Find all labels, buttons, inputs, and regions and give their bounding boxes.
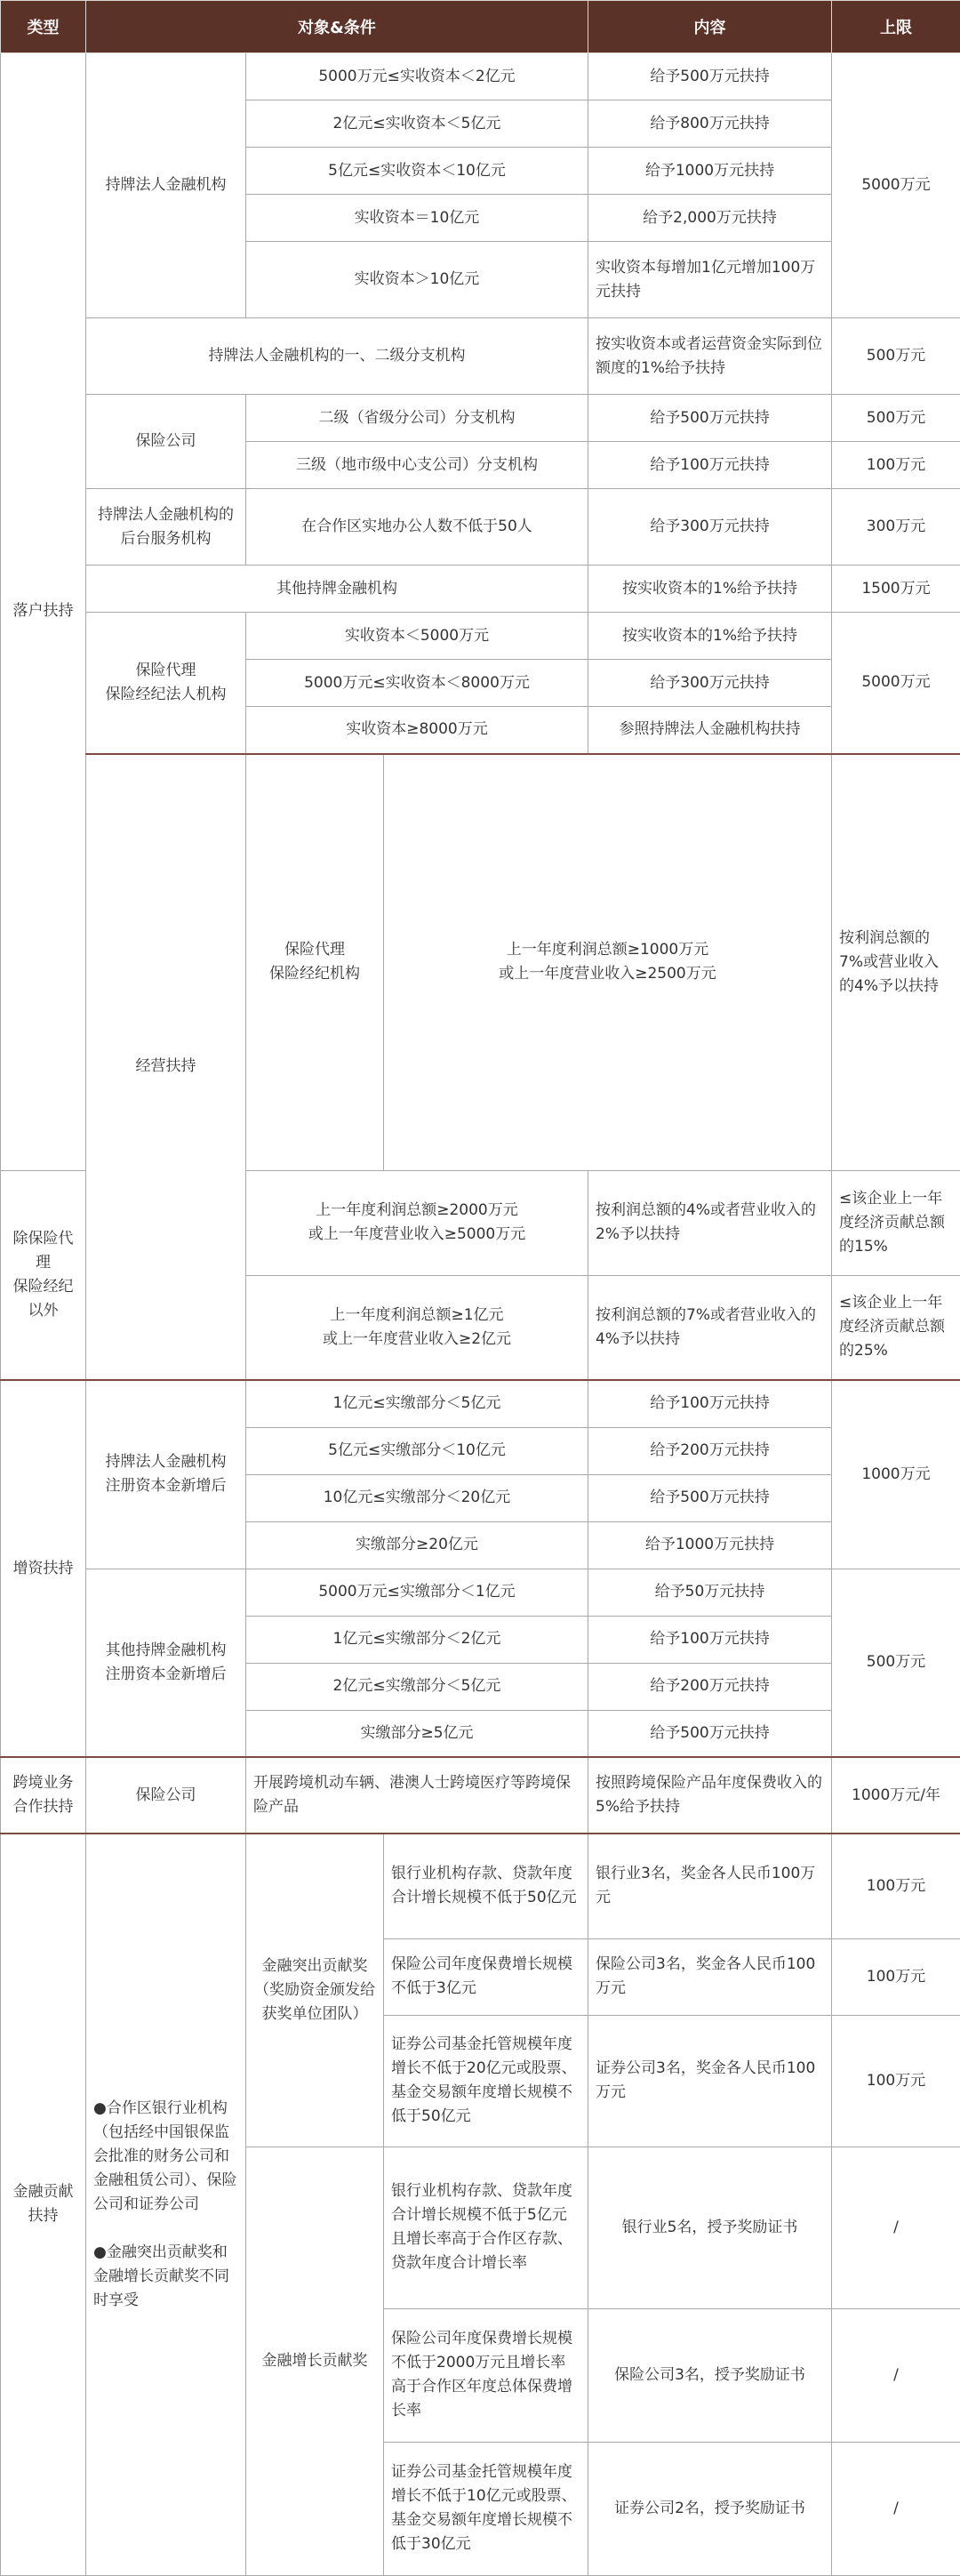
content-cell: 给予500万元扶持 bbox=[588, 1710, 832, 1757]
note-no-double-award: ●金融突出贡献奖和金融增长贡献奖不同时享受 bbox=[93, 2241, 238, 2313]
header-target: 对象&条件 bbox=[86, 1, 588, 53]
condition-cell: 10亿元≤实缴部分＜20亿元 bbox=[246, 1474, 588, 1521]
content-cell: 给予100万元扶持 bbox=[588, 1616, 832, 1663]
condition-cell: 银行业机构存款、贷款年度合计增长规模不低于50亿元 bbox=[384, 1834, 588, 1938]
condition-cell: 实收资本＞10亿元 bbox=[246, 242, 588, 318]
condition-cell: 上一年度利润总额≥2000万元 或上一年度营业收入≥5000万元 bbox=[246, 1170, 588, 1275]
condition-cell: 1亿元≤实缴部分＜2亿元 bbox=[246, 1616, 588, 1663]
condition-cell: 证券公司基金托管规模年度增长不低于20亿元或股票、基金交易额年度增长规模不低于50亿元 bbox=[384, 2015, 588, 2147]
table-row bbox=[1, 53, 960, 100]
limit-cell: / bbox=[832, 2147, 960, 2308]
type-cell: 经营扶持 bbox=[86, 754, 246, 1381]
award-cell: 金融突出贡献奖（奖励资金颁发给获奖单位团队） bbox=[246, 1834, 384, 2147]
condition-cell: 实缴部分≥20亿元 bbox=[246, 1521, 588, 1569]
header-type: 类型 bbox=[1, 1, 86, 53]
table-row bbox=[1, 754, 960, 1171]
condition-cell: 5000万元≤实收资本＜8000万元 bbox=[246, 660, 588, 707]
content-cell: 保险公司3名，奖金各人民币100万元 bbox=[588, 1938, 832, 2015]
content-cell: 给予500万元扶持 bbox=[588, 53, 832, 100]
limit-cell: 500万元 bbox=[832, 395, 960, 442]
type-cell: 跨境业务合作扶持 bbox=[1, 1757, 86, 1834]
condition-cell: 实收资本＝10亿元 bbox=[246, 195, 588, 242]
condition-cell: 上一年度利润总额≥1亿元 或上一年度营业收入≥2亿元 bbox=[246, 1275, 588, 1380]
condition-cell: 5000万元≤实缴部分＜1亿元 bbox=[246, 1569, 588, 1616]
limit-cell: / bbox=[832, 2442, 960, 2575]
table-row bbox=[1, 613, 960, 660]
limit-cell: 100万元 bbox=[832, 1938, 960, 2015]
header-limit: 上限 bbox=[832, 1, 960, 53]
type-cell: 落户扶持 bbox=[1, 53, 86, 1171]
content-cell: 银行业5名，授予奖励证书 bbox=[588, 2147, 832, 2308]
condition-cell: 5亿元≤实收资本＜10亿元 bbox=[246, 148, 588, 195]
condition-cell: 二级（省级分公司）分支机构 bbox=[246, 395, 588, 442]
limit-cell: 100万元 bbox=[832, 442, 960, 489]
subject-cell: 保险公司 bbox=[86, 1757, 246, 1834]
content-cell: 给予2,000万元扶持 bbox=[588, 195, 832, 242]
content-cell: 给予300万元扶持 bbox=[588, 660, 832, 707]
content-cell: 给予800万元扶持 bbox=[588, 100, 832, 148]
subject-cell: 保险代理 保险经纪法人机构 bbox=[86, 613, 246, 754]
content-cell: 证券公司2名，授予奖励证书 bbox=[588, 2442, 832, 2575]
header-row bbox=[1, 1, 960, 53]
content-cell: 给予1000万元扶持 bbox=[588, 148, 832, 195]
type-cell: 金融贡献扶持 bbox=[1, 1834, 86, 2575]
condition-cell: 2亿元≤实收资本＜5亿元 bbox=[246, 100, 588, 148]
table-row bbox=[1, 566, 960, 613]
content-cell: 证券公司3名，奖金各人民币100万元 bbox=[588, 2015, 832, 2147]
condition-cell: 三级（地市级中心支公司）分支机构 bbox=[246, 442, 588, 489]
content-cell: 按照跨境保险产品年度保费收入的5%给予扶持 bbox=[588, 1757, 832, 1834]
content-cell: 按利润总额的7%或者营业收入的4%予以扶持 bbox=[588, 1275, 832, 1380]
limit-cell: 500万元 bbox=[832, 318, 960, 395]
type-cell: 增资扶持 bbox=[1, 1380, 86, 1757]
condition-cell: 2亿元≤实缴部分＜5亿元 bbox=[246, 1663, 588, 1710]
content-cell: 给予500万元扶持 bbox=[588, 1474, 832, 1521]
limit-cell: 1000万元/年 bbox=[832, 1757, 960, 1834]
header-content: 内容 bbox=[588, 1, 832, 53]
condition-cell: 5亿元≤实缴部分＜10亿元 bbox=[246, 1427, 588, 1474]
content-cell: 银行业3名，奖金各人民币100万元 bbox=[588, 1834, 832, 1938]
condition-cell: 5000万元≤实收资本＜2亿元 bbox=[246, 53, 588, 100]
subject-cell: 持牌法人金融机构 bbox=[86, 53, 246, 318]
content-cell: 按利润总额的4%或者营业收入的2%予以扶持 bbox=[588, 1170, 832, 1275]
subject-cell: 保险代理 保险经纪机构 bbox=[246, 754, 384, 1171]
limit-cell: 5000万元 bbox=[832, 53, 960, 318]
condition-cell: 实收资本＜5000万元 bbox=[246, 613, 588, 660]
limit-cell: ≤该企业上一年度经济贡献总额的15% bbox=[832, 1170, 960, 1275]
condition-cell: 证券公司基金托管规模年度增长不低于10亿元或股票、基金交易额年度增长规模不低于30亿元 bbox=[384, 2442, 588, 2575]
content-cell: 给予200万元扶持 bbox=[588, 1663, 832, 1710]
content-cell: 保险公司3名，授予奖励证书 bbox=[588, 2308, 832, 2442]
condition-cell: 实收资本≥8000万元 bbox=[246, 707, 588, 754]
subject-cell: 持牌法人金融机构的一、二级分支机构 bbox=[86, 318, 588, 395]
content-cell: 参照持牌法人金融机构扶持 bbox=[588, 707, 832, 754]
table-row bbox=[1, 318, 960, 395]
condition-cell: 在合作区实地办公人数不低于50人 bbox=[246, 489, 588, 566]
content-cell: 给予300万元扶持 bbox=[588, 489, 832, 566]
limit-cell: 1500万元 bbox=[832, 566, 960, 613]
table-row bbox=[1, 1757, 960, 1834]
condition-cell: 上一年度利润总额≥1000万元 或上一年度营业收入≥2500万元 bbox=[384, 754, 832, 1171]
condition-cell: 实缴部分≥5亿元 bbox=[246, 1710, 588, 1757]
subject-cell: 除保险代理 保险经纪以外 bbox=[1, 1170, 86, 1380]
subject-cell: 其他持牌金融机构 注册资本金新增后 bbox=[86, 1569, 246, 1757]
table-row bbox=[1, 395, 960, 442]
content-cell: 给予500万元扶持 bbox=[588, 395, 832, 442]
limit-cell: ≤该企业上一年度经济贡献总额的25% bbox=[832, 1275, 960, 1380]
limit-cell: 100万元 bbox=[832, 1834, 960, 1938]
subject-cell: 其他持牌金融机构 bbox=[86, 566, 588, 613]
condition-cell: 银行业机构存款、贷款年度合计增长规模不低于5亿元且增长率高于合作区存款、贷款年度合计增长率 bbox=[384, 2147, 588, 2308]
content-cell: 给予50万元扶持 bbox=[588, 1569, 832, 1616]
content-cell: 实收资本每增加1亿元增加100万元扶持 bbox=[588, 242, 832, 318]
limit-cell: 300万元 bbox=[832, 489, 960, 566]
content-cell: 给予200万元扶持 bbox=[588, 1427, 832, 1474]
limit-cell: 500万元 bbox=[832, 1569, 960, 1757]
note-eligible-institutions: ●合作区银行业机构（包括经中国银保监会批准的财务公司和金融租赁公司）、保险公司和证券公司 bbox=[93, 2097, 238, 2217]
award-cell: 金融增长贡献奖 bbox=[246, 2147, 384, 2575]
limit-cell: 5000万元 bbox=[832, 613, 960, 754]
subject-cell: 持牌法人金融机构 注册资本金新增后 bbox=[86, 1380, 246, 1569]
note-cell bbox=[86, 1834, 246, 2575]
limit-cell: / bbox=[832, 2308, 960, 2442]
table-row bbox=[1, 1569, 960, 1616]
limit-cell: 100万元 bbox=[832, 2015, 960, 2147]
subject-cell: 持牌法人金融机构的后台服务机构 bbox=[86, 489, 246, 566]
condition-cell: 保险公司年度保费增长规模不低于2000万元且增长率高于合作区年度总体保费增长率 bbox=[384, 2308, 588, 2442]
limit-cell: 1000万元 bbox=[832, 1380, 960, 1569]
condition-cell: 保险公司年度保费增长规模不低于3亿元 bbox=[384, 1938, 588, 2015]
content-cell: 按利润总额的7%或营业收入的4%予以扶持 bbox=[832, 754, 960, 1171]
condition-cell: 1亿元≤实缴部分＜5亿元 bbox=[246, 1380, 588, 1427]
table-row bbox=[1, 1380, 960, 1427]
subject-cell: 保险公司 bbox=[86, 395, 246, 489]
content-cell: 按实收资本的1%给予扶持 bbox=[588, 566, 832, 613]
content-cell: 给予100万元扶持 bbox=[588, 1380, 832, 1427]
content-cell: 给予100万元扶持 bbox=[588, 442, 832, 489]
content-cell: 按实收资本的1%给予扶持 bbox=[588, 613, 832, 660]
condition-cell: 开展跨境机动车辆、港澳人士跨境医疗等跨境保险产品 bbox=[246, 1757, 588, 1834]
content-cell: 给予1000万元扶持 bbox=[588, 1521, 832, 1569]
table-row bbox=[1, 489, 960, 566]
table-row bbox=[1, 1834, 960, 1938]
content-cell: 按实收资本或者运营资金实际到位额度的1%给予扶持 bbox=[588, 318, 832, 395]
